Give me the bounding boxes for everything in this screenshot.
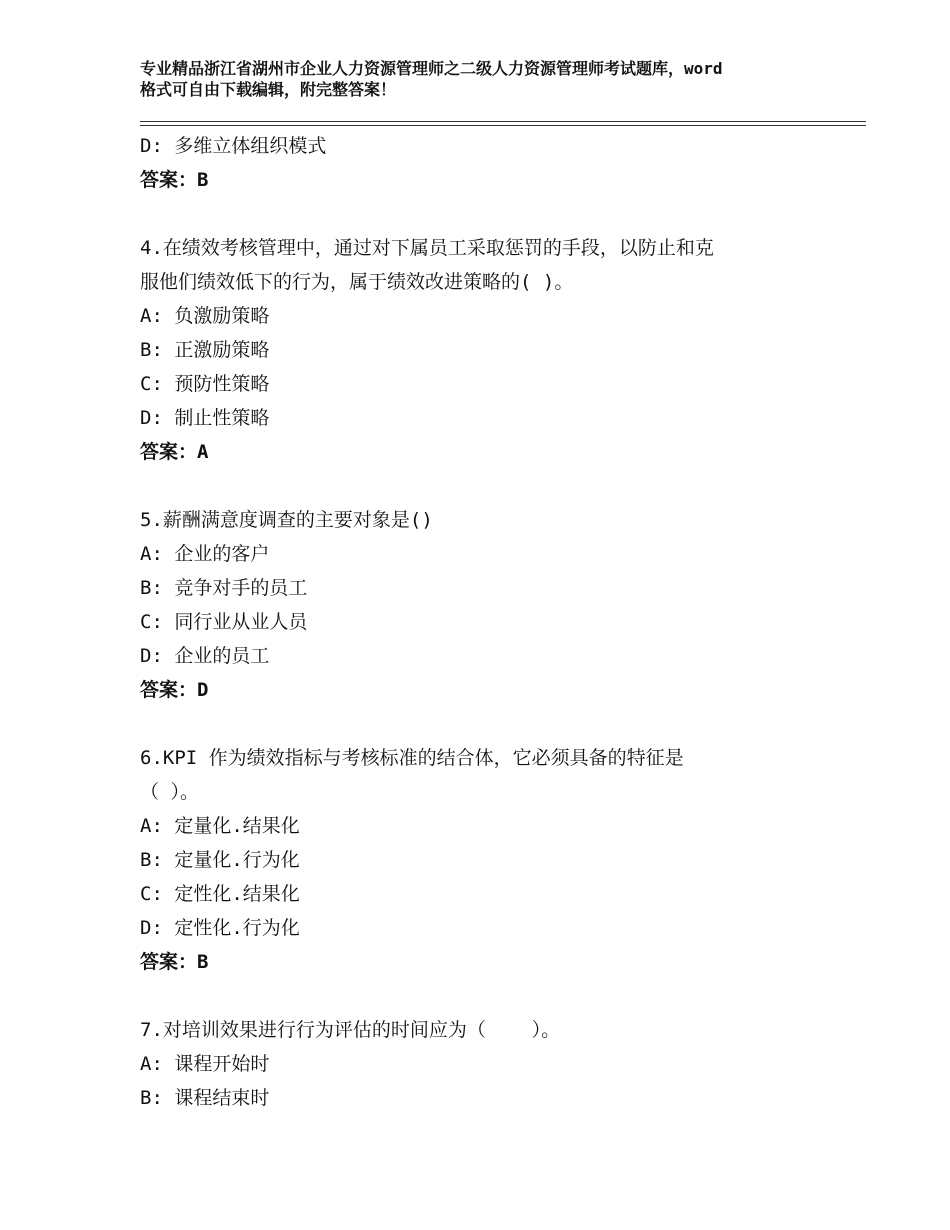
question-4	[140, 231, 820, 469]
header-divider-bottom	[140, 125, 866, 126]
answer-line	[140, 435, 820, 469]
answer-value: B	[197, 169, 209, 191]
previous-question-fragment	[140, 129, 820, 197]
option-d: D: 制止性策略	[140, 407, 270, 429]
answer-label: 答案：	[140, 169, 198, 191]
answer-line	[140, 673, 820, 707]
option-b: B: 竞争对手的员工	[140, 577, 308, 599]
option-d: D: 定性化.行为化	[140, 917, 300, 939]
question-stem-line-1: 6.KPI 作为绩效指标与考核标准的结合体，它必须具备的特征是	[140, 747, 684, 769]
answer-value: A	[197, 441, 209, 463]
option-b: B: 正激励策略	[140, 339, 270, 361]
option-b: B: 课程结束时	[140, 1087, 270, 1109]
question-stem-line-1: 5.薪酬满意度调查的主要对象是()	[140, 509, 433, 531]
question-7	[140, 1013, 820, 1115]
header-divider-top	[140, 121, 866, 122]
option-c: C: 同行业从业人员	[140, 611, 308, 633]
question-list	[140, 129, 820, 1115]
option-a: A: 定量化.结果化	[140, 815, 300, 837]
option-b: B: 定量化.行为化	[140, 849, 300, 871]
answer-line	[140, 163, 820, 197]
question-5	[140, 503, 820, 707]
header-title-line-1: 专业精品浙江省湖州市企业人力资源管理师之二级人力资源管理师考试题库，word	[140, 59, 723, 78]
document-header	[140, 58, 840, 100]
option-d: D: 多维立体组织模式	[140, 135, 327, 157]
option-d: D: 企业的员工	[140, 645, 270, 667]
answer-label: 答案：	[140, 951, 198, 973]
question-stem-line-2: （ ）。	[140, 781, 199, 803]
question-stem-line-1: 7.对培训效果进行行为评估的时间应为（ ）。	[140, 1019, 561, 1041]
option-a: A: 企业的客户	[140, 543, 270, 565]
option-a: A: 课程开始时	[140, 1053, 270, 1075]
option-c: C: 预防性策略	[140, 373, 270, 395]
question-stem-line-2: 服他们绩效低下的行为，属于绩效改进策略的( )。	[140, 271, 574, 293]
answer-label: 答案：	[140, 679, 198, 701]
option-c: C: 定性化.结果化	[140, 883, 300, 905]
answer-label: 答案：	[140, 441, 198, 463]
header-title-line-2: 格式可自由下载编辑，附完整答案！	[140, 80, 397, 99]
answer-value: D	[197, 679, 209, 701]
question-stem-line-1: 4.在绩效考核管理中，通过对下属员工采取惩罚的手段，以防止和克	[140, 237, 714, 259]
answer-line	[140, 945, 820, 979]
option-a: A: 负激励策略	[140, 305, 270, 327]
answer-value: B	[197, 951, 209, 973]
question-6	[140, 741, 820, 979]
